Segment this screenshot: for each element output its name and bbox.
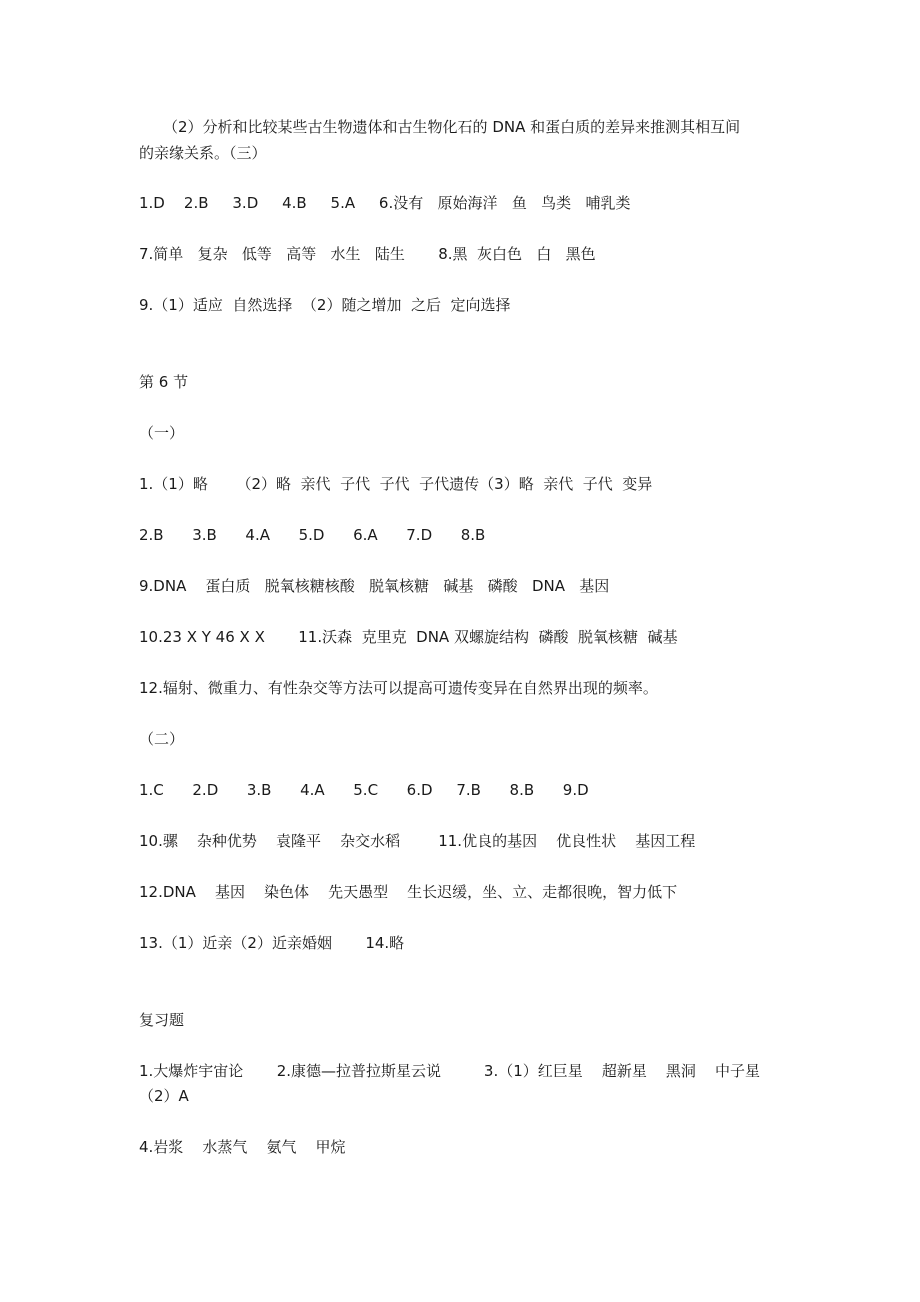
answer-line: 2.B 3.B 4.A 5.D 6.A 7.D 8.B	[139, 526, 486, 544]
answer-line: 1.（1）略 （2）略 亲代 子代 子代 子代遗传（3）略 亲代 子代 变异	[139, 475, 653, 493]
answer-line: 10.23 X Y 46 X X 11.沃森 克里克 DNA 双螺旋结构 磷酸 脱氧核糖 碱基	[139, 628, 678, 646]
answer-line: 13.（1）近亲（2）近亲婚姻 14.略	[139, 934, 405, 952]
answer-line: 1.C 2.D 3.B 4.A 5.C 6.D 7.B 8.B 9.D	[139, 781, 589, 799]
answer-line: 12.DNA 基因 染色体 先天愚型 生长迟缓，坐、立、走都很晚，智力低下	[139, 883, 678, 901]
answer-line: 1.D 2.B 3.D 4.B 5.A 6.没有 原始海洋 鱼 鸟类 哺乳类	[139, 194, 631, 212]
text-line: （2）分析和比较某些古生物遗体和古生物化石的 DNA 和蛋白质的差异来推测其相互间	[163, 118, 741, 136]
section-heading: 第 6 节	[139, 373, 189, 391]
answer-line: 7.简单 复杂 低等 高等 水生 陆生 8.黑 灰白色 白 黑色	[139, 245, 596, 263]
answer-line: 9.DNA 蛋白质 脱氧核糖核酸 脱氧核糖 碱基 磷酸 DNA 基因	[139, 577, 610, 595]
section-heading: 复习题	[139, 1011, 185, 1029]
answer-line: 10.骡 杂种优势 袁隆平 杂交水稻 11.优良的基因 优良性状 基因工程	[139, 832, 696, 850]
answer-line: 9.（1）适应 自然选择 （2）随之增加 之后 定向选择	[139, 296, 511, 314]
subsection-heading: （一）	[139, 424, 185, 442]
subsection-heading: （二）	[139, 730, 185, 748]
answer-line: 4.岩浆 水蒸气 氨气 甲烷	[139, 1138, 346, 1156]
text-line: 的亲缘关系。（三）	[139, 144, 267, 162]
answer-line: 12.辐射、微重力、有性杂交等方法可以提高可遗传变异在自然界出现的频率。	[139, 679, 658, 697]
answer-line: 1.大爆炸宇宙论 2.康德—拉普拉斯星云说 3.（1）红巨星 超新星 黑洞 中子星	[139, 1062, 760, 1080]
answer-line: （2）A	[139, 1087, 189, 1105]
